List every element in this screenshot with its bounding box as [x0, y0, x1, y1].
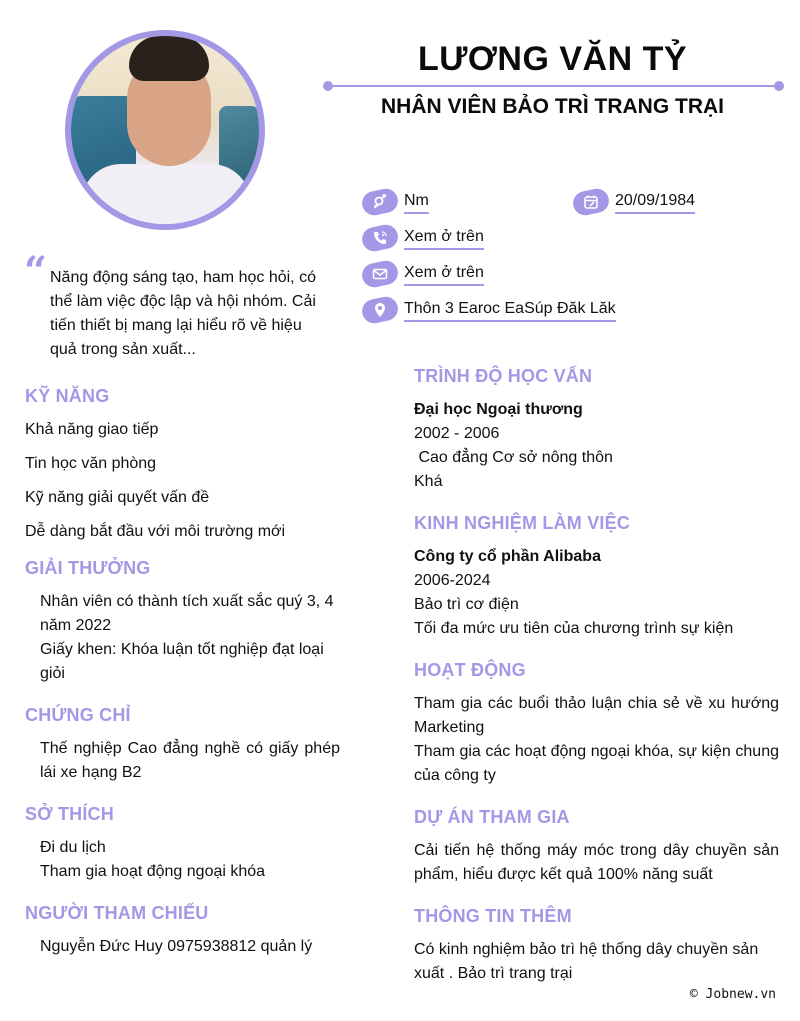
hobby-item: Tham gia hoạt động ngoại khóa [40, 863, 266, 880]
section-title-references: NGƯỜI THAM CHIẾU [25, 903, 209, 923]
avatar-hair [129, 36, 209, 81]
skill-item: Tin học văn phòng [25, 455, 157, 472]
email-value[interactable]: Xem ở trên [404, 263, 484, 286]
calendar-icon [571, 187, 611, 218]
section-title-skills: KỸ NĂNG [25, 386, 110, 406]
quote-icon: “ [24, 248, 48, 295]
section-title-awards: GIẢI THƯỞNG [25, 558, 151, 578]
mail-icon [360, 259, 400, 290]
section-title-education: TRÌNH ĐỘ HỌC VẤN [414, 366, 593, 386]
copyright-footer: © Jobnew.vn [689, 987, 776, 1002]
avatar [71, 36, 259, 224]
contact-email[interactable] [362, 260, 484, 288]
hobby-item: Đi du lịch [40, 839, 106, 856]
section-title-experience: KINH NGHIỆM LÀM VIỆC [414, 513, 631, 533]
education-school: Đại học Ngoại thương [414, 401, 583, 418]
award-item: Giấy khen: Khóa luận tốt nghiệp đạt loại giỏi [40, 641, 324, 682]
section-title-hobbies: SỞ THÍCH [25, 804, 114, 824]
education-period: 2002 - 2006 [414, 425, 500, 442]
phone-icon [360, 223, 400, 254]
skill-item: Dễ dàng bắt đầu với môi trường mới [25, 523, 286, 540]
additional-item: Có kinh nghiệm bảo trì hệ thống dây chuyền sản xuất . Bảo trì trang trại [414, 941, 759, 982]
skill-item: Khả năng giao tiếp [25, 421, 159, 438]
contact-birthday [573, 188, 695, 216]
experience-description: Tối đa mức ưu tiên của chương trình sự kiện [414, 620, 734, 637]
experience-period: 2006-2024 [414, 572, 491, 589]
project-item: Cải tiến hệ thống máy móc trong dây chuyền sản phẩm, hiểu được kết quả 100% năng suất [414, 842, 779, 883]
section-title-additional: THÔNG TIN THÊM [414, 906, 572, 926]
avatar-shirt [81, 164, 251, 224]
education-major: Cao đẳng Cơ sở nông thôn [414, 449, 613, 466]
section-title-projects: DỰ ÁN THAM GIA [414, 807, 570, 827]
skill-item: Kỹ năng giải quyết vấn đề [25, 489, 210, 506]
divider-dot-right [774, 81, 784, 91]
location-icon [360, 295, 400, 326]
education-grade: Khá [414, 473, 443, 490]
divider-dot-left [323, 81, 333, 91]
header-divider [327, 85, 780, 87]
phone-value[interactable]: Xem ở trên [404, 227, 484, 250]
address-value: Thôn 3 Earoc EaSúp Đăk Lăk [404, 299, 616, 322]
section-title-activities: HOẠT ĐỘNG [414, 660, 526, 680]
experience-position: Bảo trì cơ điện [414, 596, 519, 613]
section-title-certificates: CHỨNG CHỈ [25, 705, 131, 725]
job-title: NHÂN VIÊN BẢO TRÌ TRANG TRẠI [381, 95, 724, 118]
gender-value: Nm [404, 191, 429, 214]
activity-item: Tham gia các hoạt động ngoại khóa, sự kiện chung của công ty [414, 743, 779, 784]
summary-text: Năng động sáng tạo, ham học hỏi, có thể làm việc độc lập và hội nhóm. Cải tiến thiết bị mang lại hiểu rõ về hiệu quả trong sản xuất... [50, 269, 316, 358]
avatar-frame [65, 30, 265, 230]
birthday-value: 20/09/1984 [615, 191, 695, 214]
contact-phone[interactable] [362, 224, 484, 252]
certificate-item: Thế nghiệp Cao đẳng nghề có giấy phép lái xe hạng B2 [40, 740, 340, 781]
gender-icon [360, 187, 400, 218]
reference-item: Nguyễn Đức Huy 0975938812 quản lý [40, 938, 313, 955]
award-item: Nhân viên có thành tích xuất sắc quý 3, 4 năm 2022 [40, 593, 334, 634]
contact-gender [362, 188, 429, 216]
activity-item: Tham gia các buổi thảo luận chia sẻ về xu hướng Marketing [414, 695, 779, 736]
candidate-name: LƯƠNG VĂN TỶ [417, 40, 688, 78]
experience-company: Công ty cổ phần Alibaba [414, 548, 601, 565]
contact-address [362, 296, 616, 324]
